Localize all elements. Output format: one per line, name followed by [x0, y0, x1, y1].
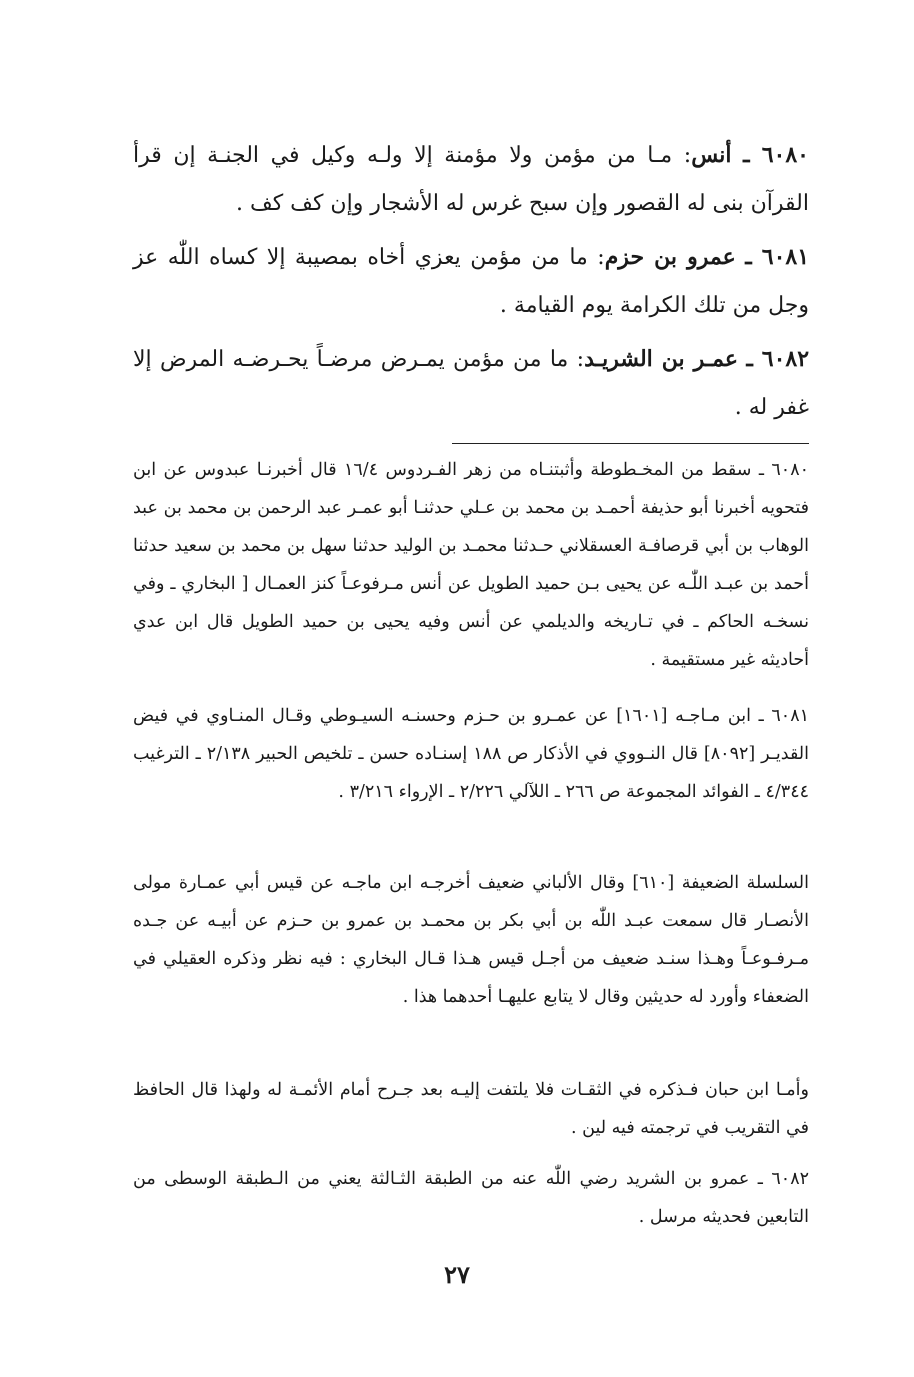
- hadith-separator: :: [568, 347, 585, 372]
- footnote-divider: [452, 443, 809, 444]
- hadith-narrator: عمرو بن حزم: [604, 244, 736, 270]
- footnote-6081: [133, 697, 809, 811]
- footnote-text: ٦٠٨٢ ـ عمرو بن الشريد رضي اللّٰه عنه من الطبقة الثـالثة يعني من الـطبقة الوسطى من التابعين فحديثه مرسل .: [133, 1169, 809, 1227]
- hadith-6081: [133, 233, 809, 330]
- hadith-text: ما من مؤمن يعزي أخاه بمصيبة إلا كساه اللّٰه عز وجل من تلك الكرامة يوم القيامة .: [133, 245, 809, 318]
- hadith-separator: :: [672, 143, 692, 168]
- hadith-text: مـا من مؤمن ولا مؤمنة إلا ولـه وكيل في الجنـة إن قرأ القرآن بنى له القصور وإن سبح غرس له الأشجار وإن كف كف .: [133, 143, 809, 216]
- footnote-6081-ibn-hibban: [133, 1071, 809, 1147]
- hadith-number: ٦٠٨٠ ـ: [743, 142, 809, 168]
- footnote-text: ٦٠٨٠ ـ سقط من المخـطوطة وأثبتنـاه من زهر الفـردوس ١٦/٤ قال أخبرنـا عبدوس عن ابن فتحويه أخبرنا أبو حذيفة أحمـد بن محمد بن عـلي حدثنـا أبو عمـر عبد الرحمن بن محمد بن عبد الوهاب بن أبي قرصافـة العسقلاني حـدثنا محمـد بن الوليد حدثنا سهل بن محمد بن سعيد حدثنا أحمد بن عبـد اللّٰـه عن يحيى بـن حميد الطويل عن أنس مـرفوعـاً كنز العمـال [ البخاري ـ وفي نسخـه الحاكم ـ في تـاريخه والديلمي عن أنس وفيه يحيى بن حميد الطويل قال ابن عدي أحاديثه غير مستقيمة .: [133, 460, 809, 670]
- hadith-text: ما من مؤمن يمـرض مرضـاً يحـرضـه المرض إلا غفر له .: [133, 347, 809, 420]
- hadith-narrator: أنس: [691, 142, 732, 168]
- footnote-6082: [133, 1160, 809, 1236]
- page-number: ٢٧: [444, 1260, 470, 1289]
- footnote-text: وأمـا ابن حبان فـذكره في الثقـات فلا يلتفت إليـه بعد جـرح أمام الأئمـة له ولهذا قال الحافظ في التقريب في ترجمته فيه لين .: [133, 1080, 809, 1138]
- footnote-text: السلسلة الضعيفة [٦١٠] وقال الألباني ضعيف أخرجـه ابن ماجـه عن قيس أبي عمـارة مولى الأنصـار قال سمعت عبـد اللّٰه بن أبي بكر بن محمـد بن عمرو بن حـزم عن أبيـه عن جـده مـرفـوعـاً وهـذا سنـد ضعيف من أجـل قيس هـذا قـال البخاري : فيه نظر وذكره العقيلي في الضعفاء وأورد له حديثين وقال لا يتابع عليهـا أحدهما هذا .: [133, 873, 809, 1007]
- hadith-number: ٦٠٨٢ ـ: [746, 346, 810, 372]
- hadith-6080: [133, 131, 809, 228]
- hadith-separator: :: [587, 245, 605, 270]
- footnote-6081-continued: [133, 864, 809, 1016]
- footnote-text: ٦٠٨١ ـ ابن مـاجـه [١٦٠١] عن عمـرو بن حـزم وحسنـه السيـوطي وقـال المنـاوي في فيض القديـر [٨٠٩٢] قال النـووي في الأذكار ص ١٨٨ إسنـاده حسن ـ تلخيص الحبير ٢/١٣٨ ـ الترغيب ٤/٣٤٤ ـ الفوائد المجموعة ص ٢٦٦ ـ اللآلي ٢/٢٢٦ ـ الإرواء ٣/٢١٦ .: [133, 706, 810, 802]
- hadith-number: ٦٠٨١ ـ: [745, 244, 810, 270]
- hadith-6082: [133, 335, 809, 432]
- hadith-narrator: عمـر بن الشريـد: [584, 346, 739, 372]
- footnote-6080: [133, 451, 809, 679]
